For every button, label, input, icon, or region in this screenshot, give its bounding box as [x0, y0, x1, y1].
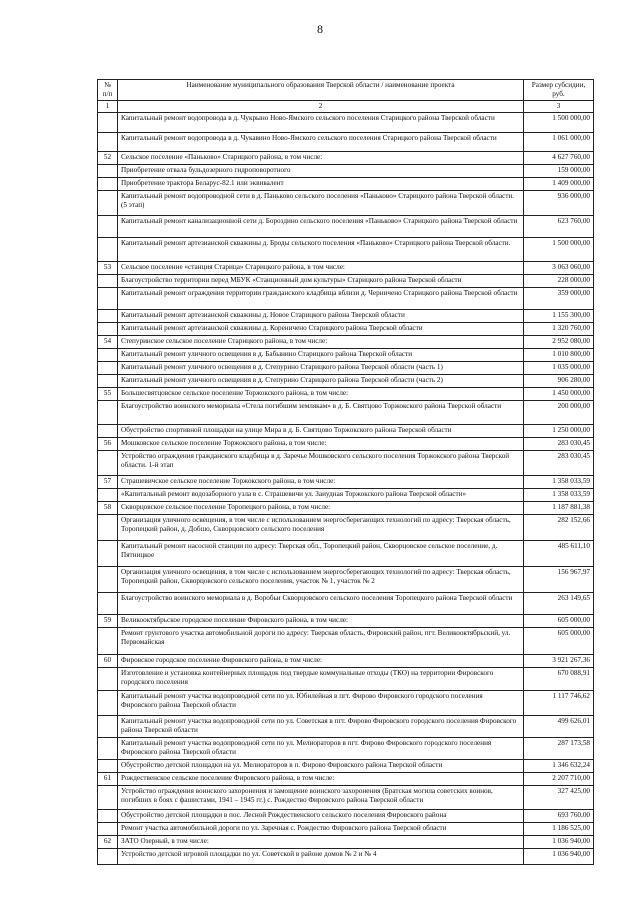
row-name: Капитальный ремонт канализационной сети д. Бороздино сельского поселения «Паньково» Старицкого района Тверской области [118, 216, 524, 238]
row-amount: 1 036 940,00 [524, 836, 594, 849]
column-index-3: 3 [524, 101, 594, 113]
row-name: Фировское городское поселение Фировского района, в том числе: [118, 655, 524, 668]
table-row [98, 849, 594, 865]
page-number: 8 [317, 22, 323, 36]
table-row [98, 275, 594, 288]
row-amount: 1 155 300,00 [524, 310, 594, 323]
row-number: 54 [98, 336, 118, 349]
table-row [98, 823, 594, 836]
row-amount: 283 030,45 [524, 451, 594, 476]
table-row [98, 310, 594, 323]
table-row [98, 165, 594, 178]
table-row [98, 786, 594, 810]
row-number [98, 238, 118, 262]
table-row [98, 438, 594, 451]
row-name: Капитальный ремонт водопроводной сети в д. Паньково сельского поселения «Паньково» Старицкого района Тверской области. (5 этап) [118, 191, 524, 216]
table-row [98, 133, 594, 152]
row-number [98, 323, 118, 336]
row-name: Изготовление и установка контейнерных площадок под твердые коммунальные отходы (ТКО) на территории Фировского городского поселения [118, 668, 524, 691]
table-row [98, 476, 594, 489]
row-name: Капитальный ремонт насосной станции по адресу: Тверская обл., Торопецкий район, Скворцовское сельское поселение, д. Пятницкое [118, 541, 524, 567]
row-number: 52 [98, 152, 118, 165]
subsidy-table [97, 79, 594, 865]
row-name: Благоустройство воинского мемориала «Стела погибшим землякам» в д. Б. Святцово Торжокского района Тверской области [118, 401, 524, 425]
header-amount: Размер субсидии, руб. [524, 80, 594, 101]
row-amount: 359 000,00 [524, 288, 594, 310]
row-amount: 327 425,00 [524, 786, 594, 810]
row-amount: 1 187 881,38 [524, 502, 594, 515]
table-row [98, 425, 594, 438]
row-number [98, 216, 118, 238]
table-row [98, 760, 594, 773]
table-row [98, 288, 594, 310]
row-amount: 159 000,00 [524, 165, 594, 178]
table-row [98, 323, 594, 336]
table-row [98, 388, 594, 401]
row-amount: 499 626,01 [524, 716, 594, 738]
table-row [98, 668, 594, 691]
row-amount: 1 358 033,59 [524, 476, 594, 489]
row-number: 53 [98, 262, 118, 275]
row-name: Великооктябрьское городское поселение Фировского района, в том числе: [118, 615, 524, 628]
table-row [98, 113, 594, 133]
row-name: Приобретение трактора Беларус-82.1 или эквивалент [118, 178, 524, 191]
row-amount: 3 921 267,36 [524, 655, 594, 668]
row-amount: 287 173,58 [524, 738, 594, 760]
row-name: Устройство ограждения воинского захоронения и замощение воинского захоронения (Братская могила советских воинов, погибших в боях с фашистами, 1941 – 1945 гг.) с. Рождество Фировского района Тверской области [118, 786, 524, 810]
row-number [98, 191, 118, 216]
row-number: 61 [98, 773, 118, 786]
row-number [98, 401, 118, 425]
row-amount: 1 500 000,00 [524, 238, 594, 262]
row-amount: 906 280,00 [524, 375, 594, 388]
row-amount: 156 967,97 [524, 567, 594, 593]
table-row [98, 349, 594, 362]
table-row [98, 655, 594, 668]
row-number [98, 349, 118, 362]
row-number [98, 178, 118, 191]
table-row [98, 152, 594, 165]
row-name: Степуринское сельское поселение Старицкого района, в том числе: [118, 336, 524, 349]
row-number [98, 738, 118, 760]
row-name: Благоустройство воинского мемориала в д. Воробьи Скворцовского сельского поселения Торопецкого района Тверской области [118, 593, 524, 615]
table-row [98, 515, 594, 541]
row-name: Устройство детской игровой площадки по ул. Советской в районе домов № 2 и № 4 [118, 849, 524, 865]
table-row [98, 836, 594, 849]
column-index-1: 1 [98, 101, 118, 113]
row-number [98, 628, 118, 655]
row-name: Обустройство детской площадки на ул. Мелиораторов в п. Фирово Фировского района Тверской области [118, 760, 524, 773]
row-amount: 936 000,00 [524, 191, 594, 216]
row-amount: 1 061 000,00 [524, 133, 594, 152]
table-row [98, 451, 594, 476]
table-row [98, 541, 594, 567]
table-body [98, 113, 594, 865]
row-amount: 1 409 000,00 [524, 178, 594, 191]
row-name: Капитальный ремонт артезианской скважины д. Броды сельского поселения «Паньково» Старицкого района Тверской области. [118, 238, 524, 262]
column-index-row [98, 101, 594, 113]
row-number [98, 760, 118, 773]
row-number: 59 [98, 615, 118, 628]
table-row [98, 716, 594, 738]
row-amount: 1 186 525,00 [524, 823, 594, 836]
row-amount: 282 152,66 [524, 515, 594, 541]
row-name: Страшевичское сельское поселение Торжокского района, в том числе: [118, 476, 524, 489]
table-row [98, 593, 594, 615]
row-name: Ремонт грунтового участка автомобильной дороги по адресу: Тверская область, Фировский район, пгт. Великооктябрьский, ул. Первомайская [118, 628, 524, 655]
row-amount: 670 088,91 [524, 668, 594, 691]
row-name: Устройство ограждения гражданского кладбища в д. Заречье Мошковского сельского поселения Торжокского района Тверской области. 1-й этап [118, 451, 524, 476]
row-name: Организация уличного освещения, в том числе с использованием энергосберегающих технологий по адресу: Тверская область, Торопецкий район, Скворцовского сельского поселения, участок № 1, участок № 2 [118, 567, 524, 593]
row-amount: 263 149,65 [524, 593, 594, 615]
row-number [98, 375, 118, 388]
row-number [98, 113, 118, 133]
row-name: Капитальный ремонт участка водопроводной сети по ул. Советская в пгт. Фирово Фировского городского поселения Фировского района Тверской области [118, 716, 524, 738]
row-amount: 228 000,00 [524, 275, 594, 288]
row-amount: 693 760,00 [524, 810, 594, 823]
row-name: Приобретение отвала бульдозерного гидроповоротного [118, 165, 524, 178]
row-amount: 1 346 632,24 [524, 760, 594, 773]
row-name: Скворцовское сельское поселение Торопецкого района, в том числе: [118, 502, 524, 515]
row-number [98, 716, 118, 738]
table-row [98, 738, 594, 760]
table-row [98, 375, 594, 388]
row-number [98, 515, 118, 541]
row-number [98, 541, 118, 567]
row-amount: 1 450 000,00 [524, 388, 594, 401]
row-number [98, 362, 118, 375]
row-amount: 2 952 080,00 [524, 336, 594, 349]
row-number [98, 165, 118, 178]
row-amount: 283 030,45 [524, 438, 594, 451]
row-number [98, 133, 118, 152]
table-row [98, 567, 594, 593]
row-name: Благоустройство территории перед МБУК «Станционный дом культуры» Старицкого района Тверской области [118, 275, 524, 288]
row-name: Большесвятцовское сельское поселение Торжокского района, в том числе: [118, 388, 524, 401]
row-amount: 1 010 800,00 [524, 349, 594, 362]
row-amount: 485 611,10 [524, 541, 594, 567]
row-number [98, 593, 118, 615]
row-name: Капитальный ремонт ограждения территории гражданского кладбища вблизи д. Черничено Старицкого района Тверской области [118, 288, 524, 310]
row-number: 55 [98, 388, 118, 401]
row-number [98, 489, 118, 502]
row-name: Мошковское сельское поселение Торжокского района, в том числе: [118, 438, 524, 451]
row-amount: 1 320 760,00 [524, 323, 594, 336]
table-row [98, 773, 594, 786]
row-amount: 200 000,00 [524, 401, 594, 425]
table-row [98, 336, 594, 349]
row-name: Обустройство детской площадки в пос. Лесной Рождественского сельского поселения Фировского района [118, 810, 524, 823]
row-amount: 605 000,00 [524, 628, 594, 655]
row-name: Капитальный ремонт уличного освещения в д. Бабынино Старицкого района Тверской области [118, 349, 524, 362]
row-name: Капитальный ремонт водопровода в д. Чукрыно Ново-Ямского сельского поселения Старицкого района Тверской области [118, 113, 524, 133]
table-row [98, 216, 594, 238]
row-amount: 2 207 710,00 [524, 773, 594, 786]
row-name: Обустройство спортивной площадки на улице Мира в д. Б. Святцово Торжокского района Тверской области [118, 425, 524, 438]
row-amount: 1 500 000,00 [524, 113, 594, 133]
row-amount: 623 760,00 [524, 216, 594, 238]
row-number [98, 425, 118, 438]
row-number: 58 [98, 502, 118, 515]
row-number [98, 451, 118, 476]
row-name: Капитальный ремонт участка водопроводной сети по ул. Юбилейная в пгт. Фирово Фировского городского поселения Фировского района Тверской области [118, 691, 524, 716]
row-name: Капитальный ремонт артезианской скважины д. Новое Старицкого района Тверской области [118, 310, 524, 323]
row-name: Сельское поселение «Паньково» Старицкого района, в том числе: [118, 152, 524, 165]
row-number [98, 786, 118, 810]
row-name: Организация уличного освещения, в том числе с использованием энергосберегающих технологий по адресу: Тверская область, Торопецкий район, д. Добшо, Скворцовского сельского поселения [118, 515, 524, 541]
row-number [98, 691, 118, 716]
row-amount: 1 358 033,59 [524, 489, 594, 502]
table-row [98, 489, 594, 502]
table-row [98, 401, 594, 425]
row-amount: 3 063 060,00 [524, 262, 594, 275]
table-row [98, 628, 594, 655]
row-number [98, 310, 118, 323]
table-row [98, 178, 594, 191]
row-name: Ремонт участка автомобильной дороги по ул. Заречная с. Рождество Фировского района Тверской области [118, 823, 524, 836]
column-index-2: 2 [118, 101, 524, 113]
row-amount: 1 035 000,00 [524, 362, 594, 375]
header-name: Наименование муниципального образования Тверской области / наименование проекта [118, 80, 524, 101]
header-number: № п/п [98, 80, 118, 101]
row-number [98, 288, 118, 310]
table-row [98, 691, 594, 716]
row-number [98, 849, 118, 865]
row-number [98, 810, 118, 823]
row-number [98, 823, 118, 836]
row-name: Капитальный ремонт артезианской скважины д. Корениченo Старицкого района Тверской области [118, 323, 524, 336]
row-name: Рождественское сельское поселение Фировского района, в том числе: [118, 773, 524, 786]
row-amount: 4 627 760,00 [524, 152, 594, 165]
table-row [98, 191, 594, 216]
table-row [98, 362, 594, 375]
row-name: «Капитальный ремонт водозаборного узла в с. Страшевичи ул. Заиудная Торжокского района Тверской области» [118, 489, 524, 502]
table-header-row [98, 80, 594, 101]
row-number: 56 [98, 438, 118, 451]
row-name: Капитальный ремонт водопровода в д. Чукавино Ново-Ямского сельского поселения Старицкого района Тверской области [118, 133, 524, 152]
table-row [98, 238, 594, 262]
row-number [98, 668, 118, 691]
row-number [98, 567, 118, 593]
row-number [98, 275, 118, 288]
row-name: Капитальный ремонт уличного освещения в д. Степурино Старицкого района Тверской области (часть 1) [118, 362, 524, 375]
table-row [98, 262, 594, 275]
row-amount: 1 250 000,00 [524, 425, 594, 438]
row-name: ЗАТО Озерный, в том числе: [118, 836, 524, 849]
row-name: Капитальный ремонт уличного освещения в д. Степурино Старицкого района Тверской области (часть 2) [118, 375, 524, 388]
table-row [98, 615, 594, 628]
row-name: Сельское поселение «станция Старица» Старицкого района, в том числе: [118, 262, 524, 275]
row-name: Капитальный ремонт участка водопроводной сети по ул. Мелиораторов в пгт. Фирово Фировского городского поселения Фировского района Тверской области [118, 738, 524, 760]
row-amount: 1 117 746,62 [524, 691, 594, 716]
table-row [98, 810, 594, 823]
table-row [98, 502, 594, 515]
row-number: 62 [98, 836, 118, 849]
row-number: 57 [98, 476, 118, 489]
row-amount: 1 036 940,00 [524, 849, 594, 865]
row-number: 60 [98, 655, 118, 668]
row-amount: 605 000,00 [524, 615, 594, 628]
